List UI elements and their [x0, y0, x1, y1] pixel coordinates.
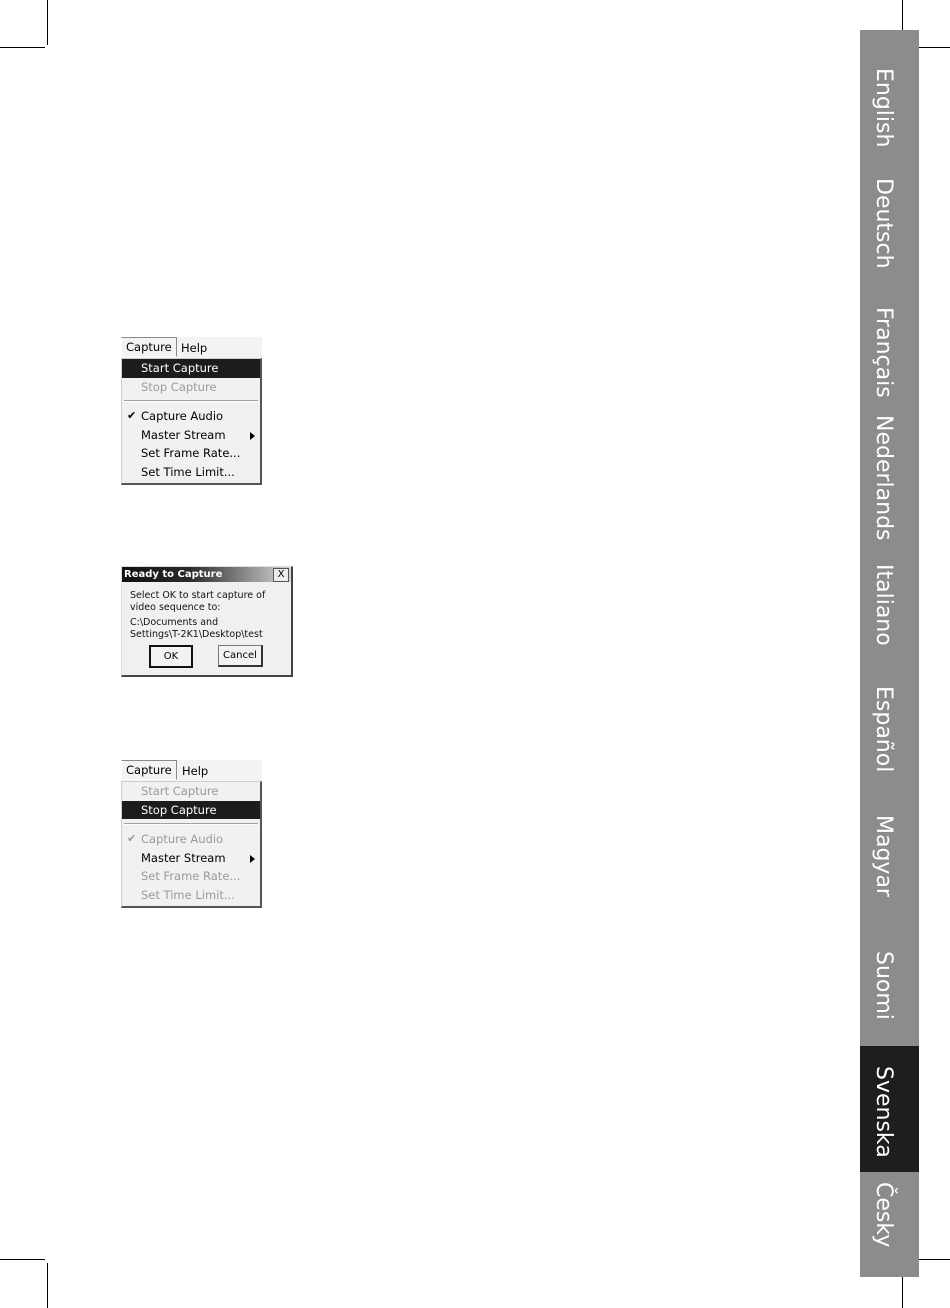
- menu-bar: [121, 760, 262, 781]
- menu-item-label: Set Time Limit...: [141, 887, 235, 902]
- lang-tab-deutsch[interactable]: [860, 168, 919, 297]
- lang-tab-cesky[interactable]: [860, 1172, 919, 1277]
- dialog-message-line: video sequence to:: [130, 602, 221, 613]
- menu-capture[interactable]: Capture: [121, 760, 177, 780]
- menu-item-master-stream[interactable]: [122, 849, 260, 868]
- menu-item-set-time-limit[interactable]: [122, 886, 260, 905]
- menu-separator: [124, 400, 258, 402]
- lang-tab-english[interactable]: [860, 30, 919, 168]
- crop-mark: [0, 1259, 45, 1260]
- capture-menu-screenshot-1: [121, 337, 262, 485]
- crop-mark: [47, 0, 48, 45]
- menu-item-label: Stop Capture: [141, 802, 217, 817]
- dialog-title: Ready to Capture: [124, 569, 223, 580]
- dialog-title-bar: [122, 567, 291, 582]
- menu-item-label: Master Stream: [141, 427, 226, 442]
- lang-tab-nederlands[interactable]: [860, 415, 919, 558]
- menu-item-capture-audio[interactable]: [122, 407, 260, 426]
- lang-tab-label: Italiano: [871, 564, 896, 646]
- capture-dropdown: [121, 358, 262, 485]
- lang-tab-label: Español: [871, 686, 896, 773]
- lang-tab-espanol[interactable]: [860, 674, 919, 805]
- menu-item-label: Capture Audio: [141, 409, 224, 423]
- menu-item-start-capture[interactable]: [122, 359, 260, 378]
- menu-item-label: Start Capture: [141, 784, 219, 798]
- menu-item-stop-capture[interactable]: [122, 378, 260, 397]
- menu-item-stop-capture[interactable]: [122, 801, 260, 820]
- dialog-path-line: Settings\T-2K1\Desktop\test: [130, 629, 263, 640]
- menu-item-label: Set Frame Rate...: [141, 446, 241, 460]
- lang-tab-label: Français: [871, 307, 896, 398]
- lang-tab-label: Svenska: [871, 1066, 896, 1158]
- lang-tab-label: English: [871, 68, 896, 148]
- menu-item-set-frame-rate[interactable]: [122, 867, 260, 886]
- menu-item-label: Master Stream: [141, 850, 226, 865]
- menu-item-label: Capture Audio: [141, 832, 224, 846]
- menu-item-master-stream[interactable]: [122, 426, 260, 445]
- menu-help[interactable]: Help: [181, 341, 208, 355]
- menu-item-label: Stop Capture: [141, 379, 217, 394]
- lang-tab-label: Nederlands: [871, 415, 896, 541]
- checkmark-icon: ✔: [127, 832, 137, 845]
- menu-item-set-time-limit[interactable]: [122, 463, 260, 482]
- menu-item-capture-audio[interactable]: [122, 830, 260, 849]
- checkmark-icon: ✔: [127, 409, 137, 422]
- dialog-message-line: Select OK to start capture of: [130, 590, 266, 601]
- lang-tab-francais[interactable]: [860, 297, 919, 415]
- capture-dropdown: [121, 781, 262, 908]
- capture-menu-screenshot-2: [121, 760, 262, 908]
- lang-tab-svenska[interactable]: [860, 1046, 919, 1172]
- ok-button[interactable]: OK: [149, 645, 193, 668]
- menu-item-start-capture[interactable]: [122, 782, 260, 801]
- submenu-arrow-icon: [250, 855, 255, 863]
- menu-item-label: Set Time Limit...: [141, 464, 235, 479]
- dialog-path-line: C:\Documents and: [130, 617, 219, 628]
- menu-help[interactable]: Help: [182, 764, 209, 778]
- cancel-button[interactable]: Cancel: [218, 645, 263, 667]
- menu-item-label: Start Capture: [141, 361, 219, 375]
- ready-to-capture-dialog: [121, 566, 293, 677]
- lang-tab-magyar[interactable]: [860, 805, 919, 935]
- menu-item-set-frame-rate[interactable]: [122, 444, 260, 463]
- lang-tab-label: Suomi: [871, 951, 896, 1020]
- menu-bar: [121, 337, 262, 358]
- crop-mark: [47, 1263, 48, 1308]
- menu-separator: [124, 823, 258, 825]
- lang-tab-label: Magyar: [871, 815, 896, 897]
- menu-item-label: Set Frame Rate...: [141, 869, 241, 883]
- lang-tab-italiano[interactable]: [860, 558, 919, 674]
- lang-tab-suomi[interactable]: [860, 935, 919, 1046]
- language-tabs: [860, 30, 919, 1277]
- close-icon[interactable]: X: [273, 568, 289, 582]
- lang-tab-label: Deutsch: [871, 178, 896, 269]
- submenu-arrow-icon: [250, 432, 255, 440]
- lang-tab-label: Česky: [871, 1182, 896, 1248]
- menu-capture[interactable]: Capture: [121, 337, 177, 357]
- crop-mark: [0, 47, 45, 48]
